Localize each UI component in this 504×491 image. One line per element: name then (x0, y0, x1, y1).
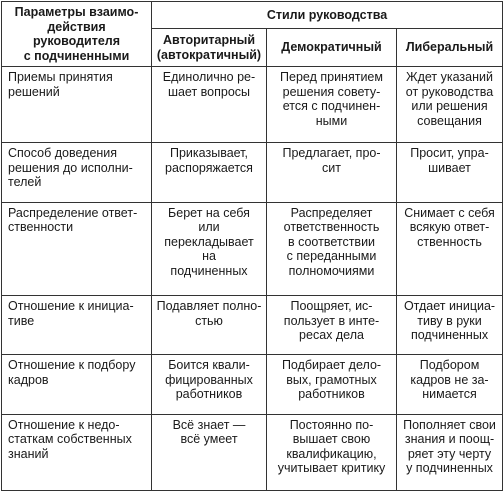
authoritarian-cell: Подавляет полно- стью (152, 296, 267, 355)
param-cell: Способ доведения решения до исполни- телей (2, 143, 152, 202)
table-row (2, 414, 503, 490)
param-cell: Отношение к подбору кадров (2, 355, 152, 414)
liberal-cell: Подбором кадров не за- нимается (397, 355, 503, 414)
param-cell: Приемы принятия решений (2, 67, 152, 143)
param-cell: Распределение ответ- ственности (2, 202, 152, 295)
liberal-cell: Ждет указаний от руководства или решения совещания (397, 67, 503, 143)
democratic-cell: Постоянно по- вышает свою квалификацию, учитывает критику (267, 414, 397, 490)
democratic-cell: Распределяет ответственность в соответствии с переданными полномочиями (267, 202, 397, 295)
democratic-cell: Предлагает, про- сит (267, 143, 397, 202)
header-democratic: Демократичный (267, 29, 397, 67)
param-cell: Отношение к недо- статкам собственных знаний (2, 414, 152, 490)
authoritarian-cell: Единолично ре- шает вопросы (152, 67, 267, 143)
table-row (2, 355, 503, 414)
authoritarian-cell: Боится квали- фицированных работников (152, 355, 267, 414)
authoritarian-cell: Всё знает — всё умеет (152, 414, 267, 490)
header-leadership-styles: Стили руководства (152, 2, 503, 29)
liberal-cell: Пополняет свои знания и поощ- ряет эту черту у подчиненных (397, 414, 503, 490)
leadership-styles-table (1, 1, 503, 491)
param-cell: Отношение к инициа- тиве (2, 296, 152, 355)
democratic-cell: Подбирает дело- вых, грамотных работников (267, 355, 397, 414)
authoritarian-cell: Приказывает, распоряжается (152, 143, 267, 202)
header-parameters: Параметры взаимо- действия руководителя с подчиненными (2, 2, 152, 67)
liberal-cell: Отдает инициа- тиву в руки подчиненных (397, 296, 503, 355)
table-row (2, 67, 503, 143)
table-row (2, 202, 503, 295)
authoritarian-cell: Берет на себя или перекладывает на подчиненных (152, 202, 267, 295)
liberal-cell: Снимает с себя всякую ответ- ственность (397, 202, 503, 295)
table-row (2, 143, 503, 202)
table-row (2, 296, 503, 355)
liberal-cell: Просит, упра- шивает (397, 143, 503, 202)
header-authoritarian: Авторитарный (автократичный) (152, 29, 267, 67)
header-liberal: Либеральный (397, 29, 503, 67)
democratic-cell: Поощряет, ис- пользует в инте- ресах дела (267, 296, 397, 355)
democratic-cell: Перед принятием решения совету- ется с подчинен- ными (267, 67, 397, 143)
